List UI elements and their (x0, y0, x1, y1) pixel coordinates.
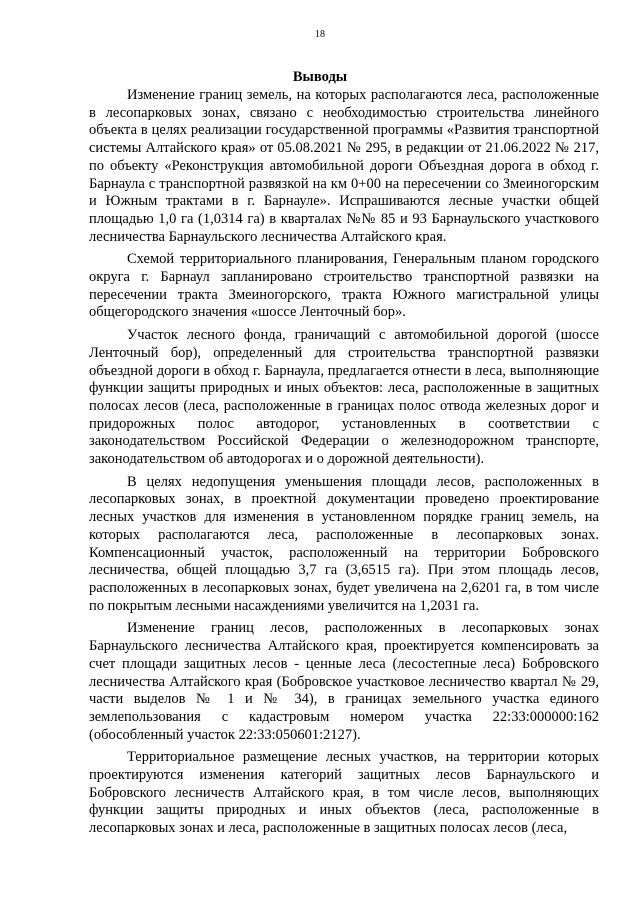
paragraph: В целях недопущения уменьшения площади лесов, расположенных в лесопарковых зонах, в проектной документации проведено проектирование лесных участков для изменения в установленном порядке границ земель, на которых располагаются леса, расположенные в лесопарковых зонах. Компенсационный участок, расположенный на территории Бобровского лесничества, общей площадью 3,7 га (3,6515 га). При этом площадь лесов, расположенных в лесопарковых зонах, будет увеличена на 2,6201 га, в том числе по покрытым лесными насаждениями увеличится на 1,2031 га. (89, 473, 599, 614)
paragraph: Участок лесного фонда, граничащий с автомобильной дорогой (шоссе Ленточный бор), определенный для строительства транспортной развязки объездной дороги в обход г. Барнаула, предлагается отнести в леса, выполняющие функции защиты природных и иных объектов: леса, расположенные в защитных полосах лесов (леса, расположенные в границах полос отвода железных дорог и придорожных полос автодорог, установленных в соответствии с законодательством Российской Федерации о железнодорожном транспорте, законодательством об автодорогах и о дорожной деятельности). (89, 327, 599, 468)
page-number: 18 (315, 29, 325, 40)
body-text (89, 87, 599, 843)
section-heading: Выводы (292, 69, 348, 85)
paragraph: Изменение границ лесов, расположенных в лесопарковых зонах Барнаульского лесничества Алтайского края, проектируется компенсировать за счет площади защитных лесов - ценные леса (лесостепные леса) Бобровского лесничества Алтайского края (Бобровское участковое лесничество квартал № 29, части выделов № 1 и № 34), в границах земельного участка единого землепользования с кадастровым номером участка 22:33:000000:162 (обособленный участок 22:33:050601:2127). (89, 620, 599, 743)
paragraph: Территориальное размещение лесных участков, на территории которых проектируются изменения категорий защитных лесов Барнаульского и Бобровского лесничеств Алтайского края, в том числе лесов, выполняющих функции защиты природных и иных объектов (леса, расположенные в лесопарковых зонах и леса, расположенные в защитных полосах лесов (леса, (89, 749, 599, 837)
paragraph: Схемой территориального планирования, Генеральным планом городского округа г. Барнаул запланировано строительство транспортной развязки на пересечении тракта Змеиногорского, тракта Южного магистральной улицы общегородского значения «шоссе Ленточный бор». (89, 251, 599, 321)
paragraph: Изменение границ земель, на которых располагаются леса, расположенные в лесопарковых зонах, связано с необходимостью строительства линейного объекта в целях реализации государственной программы «Развития транспортной системы Алтайского края» от 05.08.2021 № 295, в редакции от 21.06.2022 № 217, по объекту «Реконструкция автомобильной дороги Объездная дорога в обход г. Барнаула с транспортной развязкой на км 0+00 на пересечении со Змеиногорским и Южным трактами в г. Барнауле». Испрашиваются лесные участки общей площадью 1,0 га (1,0314 га) в кварталах №№ 85 и 93 Барнаульского участкового лесничества Барнаульского лесничества Алтайского края. (89, 87, 599, 245)
